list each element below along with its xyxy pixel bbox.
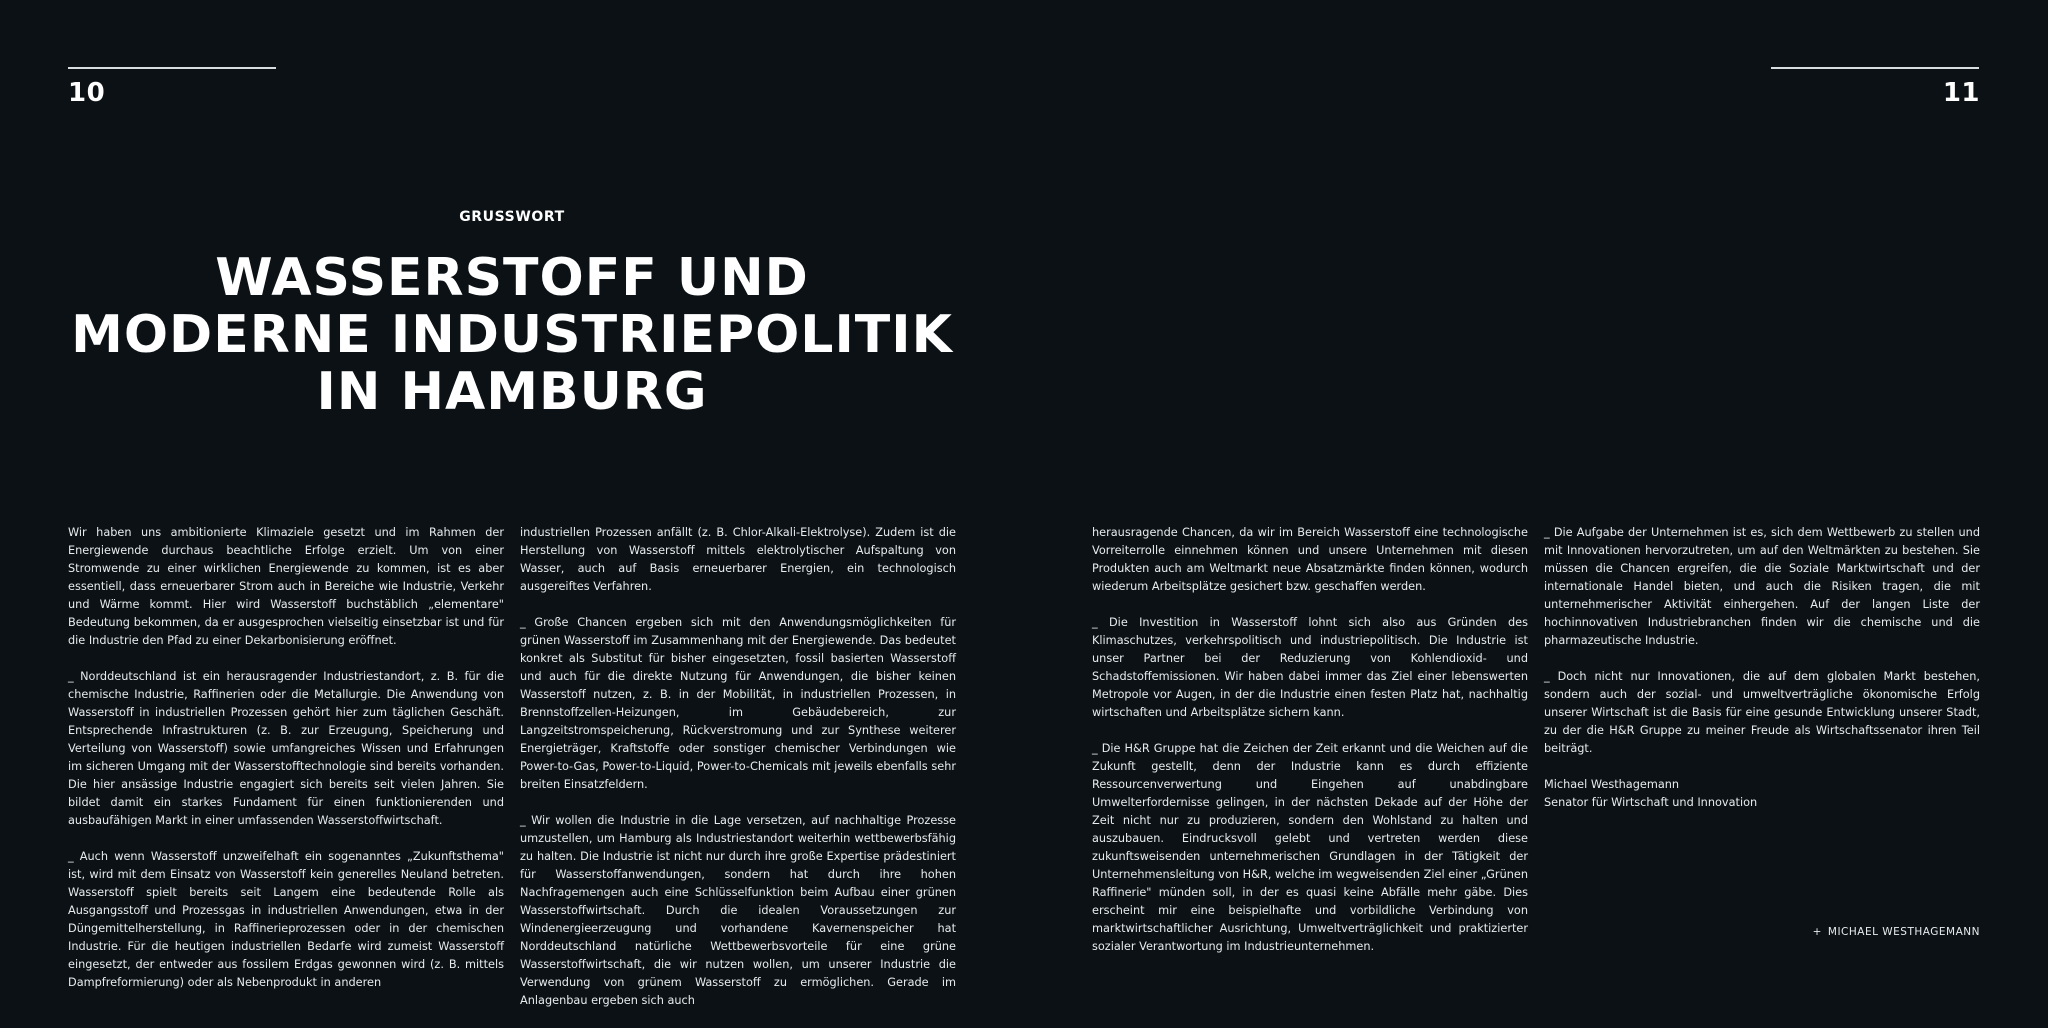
credit-marker: + [1812,926,1822,938]
paragraph: _ Norddeutschland ist ein herausragender Industriestandort, z. B. für die chemische Industrie, Raffinerien oder die Metallurgie. Die Anwendung von Wasserstoff in industriellen Prozessen gehört hier zum täglichen Geschäft. Entsprechende Infrastrukturen (z. B. zur Erzeugung, Speicherung und Verteilung von Wasserstoff) sowie umfangreiches Wissen und Erfahrungen im sicheren Umgang mit der Wasserstofftechnologie sind bereits vorhanden. Die hier ansässige Industrie engagiert sich bereits seit vielen Jahren. Sie bildet damit ein starkes Fundament für einen funktionierenden und ausbaufähigen Markt in einer umfassenden Wasserstoffwirtschaft. [68,670,504,827]
signature-role: Senator für Wirtschaft und Innovation [1544,796,1758,809]
credit-text: MICHAEL WESTHAGEMANN [1827,926,1980,938]
photo-credit [1813,926,1980,938]
text-column-2 [520,524,956,1028]
signature [1544,776,1980,812]
top-rule-right [1771,67,1979,69]
paragraph: _ Auch wenn Wasserstoff unzweifelhaft ein sogenanntes „Zukunftsthema" ist, wird mit dem Einsatz von Wasserstoff kein generelles Neuland betreten. Wasserstoff spielt bereits seit Langem eine bedeutende Rolle als Ausgangsstoff und Prozessgas in industriellen Anwendungen, etwa in der Düngemittelherstellung, in Raffinerieprozessen oder in der chemischen Industrie. Für die heutigen industriellen Bedarfe wird zumeist Wasserstoff eingesetzt, der entweder aus fossilem Erdgas gewonnen wird (z. B. mittels Dampfreformierung) oder als Nebenprodukt in anderen [68,850,504,989]
section-kicker: GRUSSWORT [459,209,565,225]
text-column-1 [68,524,504,1010]
paragraph: _ Die Investition in Wasserstoff lohnt sich also aus Gründen des Klimaschutzes, verkehrspolitisch und industriepolitisch. Die Industrie ist unser Partner bei der Reduzierung von Kohlendioxid- und Schadstoffemissionen. Wir haben dabei immer das Ziel einer lebenswerten Metropole vor Augen, in der die Industrie einen festen Platz hat, nachhaltig wirtschaften und Arbeitsplätze sichern kann. [1092,616,1528,719]
top-rule-left [68,67,276,69]
signature-name: Michael Westhagemann [1544,778,1680,791]
headline-line-2: MODERNE INDUSTRIEPOLITIK [71,305,953,365]
paragraph: _ Die H&R Gruppe hat die Zeichen der Zeit erkannt und die Weichen auf die Zukunft gestellt, denn der Industrie kann es durch effiziente Ressourcenverwertung und Eingehen auf unabdingbare Umwelterfordernisse gelingen, in der nächsten Dekade auf der Höhe der Zeit nicht nur zu produzieren, sondern den Wohlstand zu halten und auszubauen. Eindrucksvoll gelebt und vertreten werden diese zukunftsweisenden unternehmerischen Grundlagen in der Tätigkeit der Unternehmensleitung von H&R, welche im wegweisenden Ziel einer „Grünen Raffinerie" münden soll, in der es quasi keine Abfälle mehr gäbe. Dies erscheint mir eine beispielhafte und vorbildliche Verbindung von marktwirtschaftlicher Ausrichtung, Umweltverträglichkeit und praktizierter sozialer Verantwortung im Industrieunternehmen. [1092,742,1528,953]
page-number-right: 11 [1942,78,1980,108]
paragraph: Wir haben uns ambitionierte Klimaziele gesetzt und im Rahmen der Energiewende durchaus beachtliche Erfolge erzielt. Um von einer Stromwende zu einer wirklichen Energiewende zu kommen, ist es aber essentiell, dass erneuerbarer Strom auch in Bereiche wie Industrie, Verkehr und Wärme kommt. Hier wird Wasserstoff buchstäblich „elementare" Bedeutung bekommen, da er ausgesprochen vielseitig einsetzbar ist und für die Industrie den Pfad zu einer Dekarbonisierung eröffnet. [68,526,504,647]
paragraph: _ Doch nicht nur Innovationen, die auf dem globalen Markt bestehen, sondern auch der sozial- und umweltverträgliche ökonomische Erfolg unserer Wirtschaft ist die Basis für eine gesunde Entwicklung unserer Stadt, zu der die H&R Gruppe zu meiner Freude als Wirtschaftssenator ihren Teil beiträgt. [1544,670,1980,755]
paragraph: industriellen Prozessen anfällt (z. B. Chlor-Alkali-Elektrolyse). Zudem ist die Herstellung von Wasserstoff mittels elektrolytischer Aufspaltung von Wasser, auch auf Basis erneuerbarer Energien, ein technologisch ausgereiftes Verfahren. [520,526,956,593]
headline-line-1: WASSERSTOFF UND [215,248,809,308]
text-column-3 [1092,524,1528,974]
paragraph: _ Die Aufgabe der Unternehmen ist es, sich dem Wettbewerb zu stellen und mit Innovationen hervorzutreten, um auf den Weltmärkten zu bestehen. Sie müssen die Chancen ergreifen, die die Soziale Marktwirtschaft und der internationale Handel bieten, und auch die Risiken tragen, die mit unternehmerischer Aktivität einhergehen. Auf der langen Liste der hochinnovativen Industriebranchen finden wir die chemische und die pharmazeutische Industrie. [1544,526,1980,647]
paragraph: _ Große Chancen ergeben sich mit den Anwendungsmöglichkeiten für grünen Wasserstoff im Zusammenhang mit der Energiewende. Das bedeutet konkret als Substitut für bisher eingesetzten, fossil basierten Wasserstoff und auch für die direkte Nutzung für Anwendungen, die bisher keinen Wasserstoff nutzen, z. B. in der Mobilität, in industriellen Prozessen, in Brennstoffzellen-Heizungen, im Gebäudebereich, zur Langzeitstromspeicherung, Rückverstromung und zur Synthese weiterer Energieträger, Kraftstoffe oder sonstiger chemischer Verbindungen wie Power-to-Gas, Power-to-Liquid, Power-to-Chemicals mit jeweils ebenfalls sehr breiten Einsatzfeldern. [520,616,956,791]
text-column-4 [1544,524,1980,812]
page-number-left: 10 [68,78,106,108]
paragraph: herausragende Chancen, da wir im Bereich Wasserstoff eine technologische Vorreiterrolle einnehmen können und unsere Unternehmen mit diesen Produkten auch am Weltmarkt neue Absatzmärkte finden können, wodurch wiederum Arbeitsplätze gesichert bzw. geschaffen werden. [1092,526,1528,593]
paragraph: _ Wir wollen die Industrie in die Lage versetzen, auf nachhaltige Prozesse umzustellen, um Hamburg als Industriestandort weiterhin wettbewerbsfähig zu halten. Die Industrie ist nicht nur durch ihre große Expertise prädestiniert für Wasserstoffanwendungen, sondern hat durch ihre hohen Nachfragemengen auch eine Schlüsselfunktion beim Aufbau einer grünen Wasserstoffwirtschaft. Durch die idealen Voraussetzungen zur Windenergieerzeugung und vorhandene Kavernenspeicher hat Norddeutschland natürliche Wettbewerbsvorteile für eine grüne Wasserstoffwirtschaft, die wir nutzen wollen, um unserer Industrie die Verwendung von grünem Wasserstoff zu ermöglichen. Gerade im Anlagenbau ergeben sich auch [520,814,956,1007]
headline-line-3: IN HAMBURG [316,362,708,422]
headline [68,250,956,421]
